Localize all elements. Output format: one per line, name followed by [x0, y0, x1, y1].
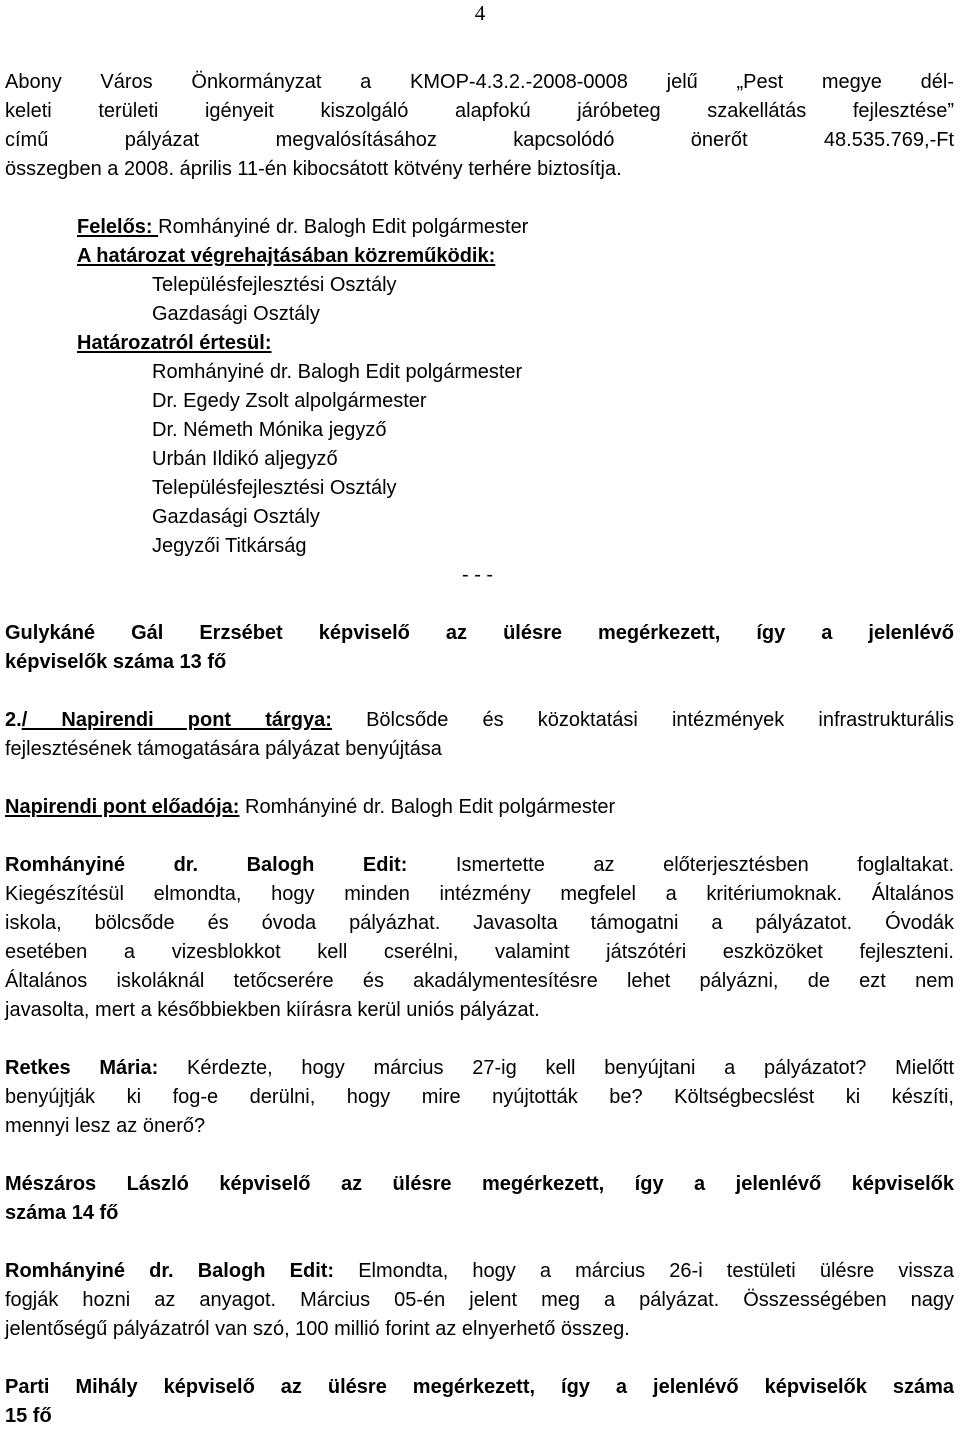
responsible-label: Felelős:	[77, 216, 159, 238]
responsible-line	[77, 213, 954, 242]
text-line: Általános iskoláknál tetőcserére és akadálymentesítésre lehet pályázni, de ezt nem	[5, 970, 954, 992]
text-line: keleti területi igényeit kiszolgáló alapfokú járóbeteg szakellátás fejlesztése”	[5, 100, 954, 122]
text-line: című pályázat megvalósításához kapcsolódó önerőt 48.535.769,-Ft	[5, 129, 954, 151]
speaker-name: Retkes Mária:	[5, 1057, 159, 1079]
text-line: képviselők száma 13 fő	[5, 651, 227, 673]
notified-item: Dr. Egedy Zsolt alpolgármester	[152, 390, 427, 412]
agenda-title-line	[5, 706, 954, 735]
agenda-text: Bölcsőde és közoktatási intézmények infrastrukturális	[331, 709, 954, 731]
text-line: benyújtják ki fog-e derülni, hogy mire nyújtották be? Költségbecslést ki készíti,	[5, 1086, 954, 1108]
text-line	[5, 1054, 954, 1083]
text-line: jelentőségű pályázatról van szó, 100 millió forint az elnyerhető összeg.	[5, 1318, 630, 1340]
arrival-note	[5, 1170, 954, 1228]
notified-label: Határozatról értesül:	[77, 332, 272, 354]
text-line: Kiegészítésül elmondta, hogy minden intézmény megfelel a kritériumoknak. Általános	[5, 883, 954, 905]
text-line: iskola, bölcsőde és óvoda pályázhat. Javasolta támogatni a pályázatot. Óvodák	[5, 912, 954, 934]
arrival-note	[5, 619, 954, 677]
agenda-item	[5, 706, 954, 822]
page-number: 4	[474, 1, 486, 25]
text-line: Abony Város Önkormányzat a KMOP-4.3.2.-2008-0008 jelű „Pest megye dél-	[5, 71, 954, 93]
text-line: mennyi lesz az önerő?	[5, 1115, 206, 1137]
contributors-label: A határozat végrehajtásában közreműködik:	[77, 245, 496, 267]
notified-item: Gazdasági Osztály	[152, 506, 320, 528]
text-line	[5, 1257, 954, 1286]
notified-item: Jegyzői Titkárság	[152, 535, 307, 557]
resolution-text	[5, 68, 954, 184]
notified-item: Urbán Ildikó aljegyző	[152, 448, 338, 470]
speech-text: Ismertette az előterjesztésben foglaltakat.	[407, 854, 954, 876]
contributor-item: Településfejlesztési Osztály	[152, 274, 397, 296]
text-line: 15 fő	[5, 1405, 52, 1427]
speech-paragraph	[5, 851, 954, 1025]
document-body	[5, 68, 954, 1431]
responsible-value: Romhányiné dr. Balogh Edit polgármester	[158, 216, 529, 238]
section-separator: - - -	[462, 564, 494, 586]
notified-item: Településfejlesztési Osztály	[152, 477, 397, 499]
presenter-label: Napirendi pont előadója:	[5, 796, 240, 818]
text-line: Gulykáné Gál Erzsébet képviselő az ülésre megérkezett, így a jelenlévő	[5, 622, 954, 644]
contributor-item: Gazdasági Osztály	[152, 303, 320, 325]
agenda-number: 2.	[5, 709, 22, 731]
speech-paragraph	[5, 1054, 954, 1141]
text-line: összegben a 2008. április 11-én kibocsátott kötvény terhére biztosítja.	[5, 158, 622, 180]
agenda-label: / Napirendi pont tárgya:	[21, 709, 332, 731]
resolution-details	[5, 213, 954, 561]
speech-paragraph	[5, 1257, 954, 1344]
speech-text: Elmondta, hogy a március 26-i testületi ülésre vissza	[334, 1260, 954, 1282]
speaker-name: Romhányiné dr. Balogh Edit:	[5, 1260, 335, 1282]
arrival-note	[5, 1373, 954, 1431]
notified-item: Dr. Németh Mónika jegyző	[152, 419, 387, 441]
speaker-name: Romhányiné dr. Balogh Edit:	[5, 854, 408, 876]
text-line: fejlesztésének támogatására pályázat benyújtása	[5, 738, 442, 760]
text-line: Mészáros László képviselő az ülésre megérkezett, így a jelenlévő képviselők	[5, 1173, 954, 1195]
text-line: esetében a vizesblokkot kell cserélni, valamint játszótéri eszközöket fejleszteni.	[5, 941, 954, 963]
text-line: Parti Mihály képviselő az ülésre megérkezett, így a jelenlévő képviselők száma	[5, 1376, 954, 1398]
text-line: fogják hozni az anyagot. Március 05-én jelent meg a pályázat. Összességében nagy	[5, 1289, 954, 1311]
presenter-value: Romhányiné dr. Balogh Edit polgármester	[239, 796, 616, 818]
agenda-presenter-line	[5, 793, 954, 822]
text-line: javasolta, mert a későbbiekben kiírásra kerül uniós pályázat.	[5, 999, 540, 1021]
text-line: száma 14 fő	[5, 1202, 119, 1224]
notified-item: Romhányiné dr. Balogh Edit polgármester	[152, 361, 523, 383]
speech-text: Kérdezte, hogy március 27-ig kell benyújtani a pályázatot? Mielőtt	[158, 1057, 954, 1079]
text-line	[5, 851, 954, 880]
